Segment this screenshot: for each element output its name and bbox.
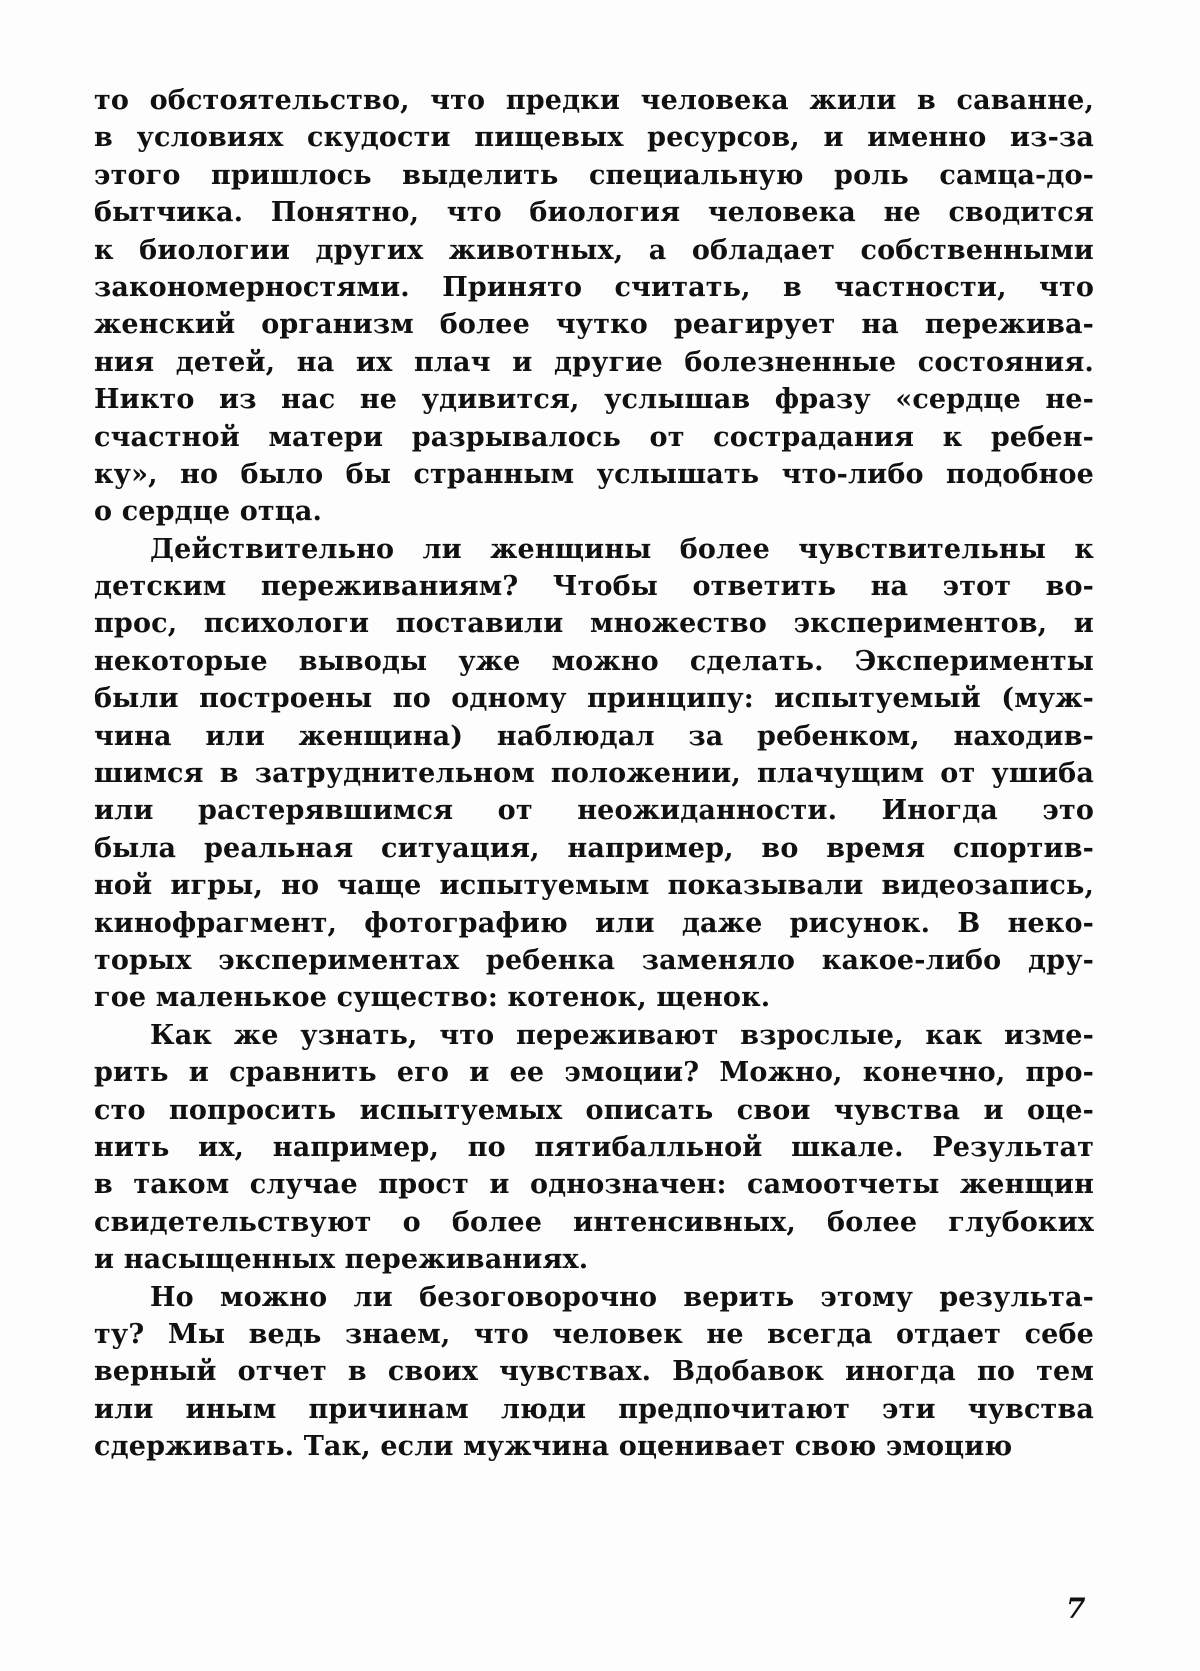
- text-line: или иным причинам люди предпочитают эти чувства: [94, 1393, 1094, 1425]
- text-line: к биологии других животных, а обладает собственными: [94, 234, 1094, 266]
- text-line: или растерявшимся от неожиданности. Иногда это: [94, 795, 1094, 827]
- text-line: в условиях скудости пищевых ресурсов, и именно из-за: [94, 122, 1094, 154]
- body-text: [94, 82, 1094, 1465]
- text-line: в таком случае прост и однозначен: самоотчеты женщин: [94, 1169, 1094, 1201]
- text-line: то обстоятельство, что предки человека жили в саванне,: [94, 85, 1094, 116]
- text-line: о сердце отца.: [94, 496, 323, 528]
- text-line: ния детей, на их плач и другие болезненные состояния.: [94, 346, 1094, 378]
- text-line: нить их, например, по пятибалльной шкале. Результат: [94, 1131, 1094, 1163]
- text-line: прос, психологи поставили множество экспериментов, и: [94, 608, 1094, 640]
- text-line: детским переживаниям? Чтобы ответить на этот во-: [94, 571, 1094, 603]
- text-line: некоторые выводы уже можно сделать. Эксперименты: [94, 645, 1094, 677]
- text-line: сдерживать. Так, если мужчина оценивает свою эмоцию: [94, 1431, 1013, 1463]
- text-line: ту? Мы ведь знаем, что человек не всегда отдает себе: [94, 1318, 1094, 1350]
- text-line: верный отчет в своих чувствах. Вдобавок иногда по тем: [94, 1356, 1094, 1388]
- text-line: женский организм более чутко реагирует на пережива-: [94, 309, 1094, 341]
- text-line: счастной матери разрывалось от сострадания к ребен-: [94, 421, 1094, 453]
- text-line: кинофрагмент, фотографию или даже рисунок. В неко-: [94, 907, 1094, 939]
- text-line: ной игры, но чаще испытуемым показывали видеозапись,: [94, 870, 1094, 902]
- paragraph: [94, 1017, 1094, 1279]
- paragraph: [94, 531, 1094, 1017]
- text-line: торых экспериментах ребенка заменяло какое-либо дру-: [94, 944, 1094, 976]
- text-line: рить и сравнить его и ее эмоции? Можно, конечно, про-: [94, 1057, 1094, 1089]
- text-line: Действительно ли женщины более чувствительны к: [150, 533, 1094, 565]
- text-line: чина или женщина) наблюдал за ребенком, находив-: [94, 720, 1094, 752]
- text-line: гое маленькое существо: котенок, щенок.: [94, 982, 771, 1014]
- paragraph: [94, 82, 1094, 531]
- text-line: была реальная ситуация, например, во время спортив-: [94, 832, 1094, 864]
- text-line: шимся в затруднительном положении, плачущим от ушиба: [94, 758, 1094, 790]
- paragraph: [94, 1279, 1094, 1466]
- text-line: этого пришлось выделить специальную роль самца-до-: [94, 159, 1094, 191]
- text-line: закономерностями. Принято считать, в частности, что: [94, 271, 1094, 303]
- text-line: и насыщенных переживаниях.: [94, 1244, 589, 1276]
- text-line: свидетельствуют о более интенсивных, более глубоких: [94, 1206, 1094, 1238]
- text-line: ку», но было бы странным услышать что-либо подобное: [94, 458, 1094, 490]
- text-line: бытчика. Понятно, что биология человека не сводится: [94, 197, 1094, 229]
- text-line: Но можно ли безоговорочно верить этому результа-: [150, 1281, 1094, 1313]
- text-line: Как же узнать, что переживают взрослые, как изме-: [150, 1019, 1094, 1051]
- text-line: Никто из нас не удивится, услышав фразу «сердце не-: [94, 384, 1094, 416]
- text-line: были построены по одному принципу: испытуемый (муж-: [94, 683, 1094, 715]
- page-number: 7: [1066, 1592, 1086, 1625]
- text-line: сто попросить испытуемых описать свои чувства и оце-: [94, 1094, 1094, 1126]
